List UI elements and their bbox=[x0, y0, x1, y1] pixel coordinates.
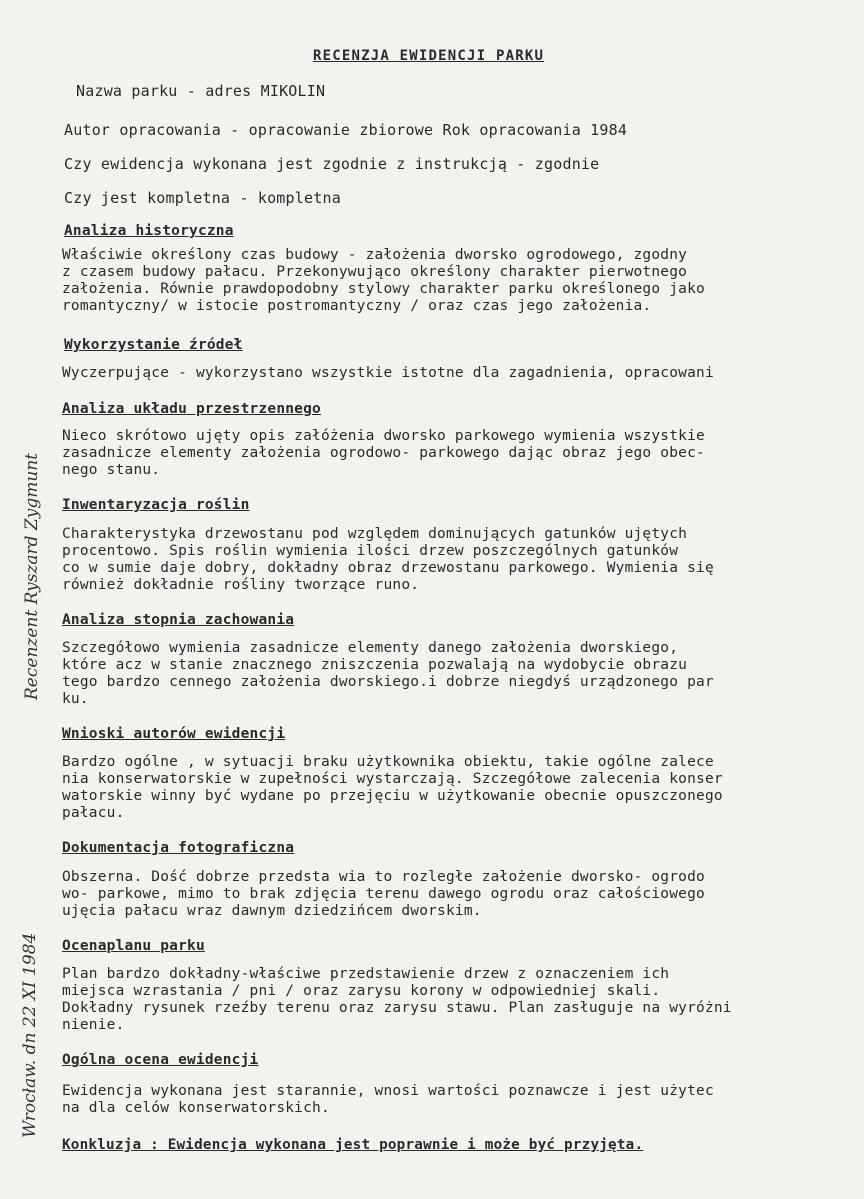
section-heading: Inwentaryzacja roślin bbox=[62, 497, 250, 513]
section-line: Nieco skrótowo ujęty opis załóżenia dworsko parkowego wymienia wszystkie bbox=[62, 428, 705, 444]
section-line: romantyczny/ w istocie postromantyczny / oraz czas jego założenia. bbox=[62, 298, 652, 314]
conclusion: Konkluzja : Ewidencja wykonana jest poprawnie i może być przyjęta. bbox=[62, 1137, 644, 1153]
section-line: również dokładnie rośliny tworzące runo. bbox=[62, 577, 420, 593]
section-line: ku. bbox=[62, 691, 89, 707]
section-line: nienie. bbox=[62, 1017, 125, 1033]
park-name-line: Nazwa parku - adres MIKOLIN bbox=[76, 82, 326, 100]
section-line: nego stanu. bbox=[62, 462, 161, 478]
reviewer-signature: Recenzent Ryszard Zygmunt bbox=[22, 452, 42, 700]
section-line: nia konserwatorskie w zupełności wystarczają. Szczegółowe zalecenia konser bbox=[62, 771, 723, 787]
section-line: Szczegółowo wymienia zasadnicze elementy danego założenia dworskiego, bbox=[62, 640, 679, 656]
section-heading: Dokumentacja fotograficzna bbox=[62, 840, 295, 856]
section-line: procentowo. Spis roślin wymienia ilości drzew poszczególnych gatunków bbox=[62, 543, 679, 559]
section-line: Plan bardzo dokładny-właściwe przedstawienie drzew z oznaczeniem ich bbox=[62, 966, 670, 982]
section-line: wo- parkowe, mimo to brak zdjęcia terenu dawego ogrodu oraz całościowego bbox=[62, 886, 705, 902]
section-heading: Ogólna ocena ewidencji bbox=[62, 1052, 259, 1068]
completeness-line: Czy jest kompletna - kompletna bbox=[64, 189, 341, 207]
section-line: ujęcia pałacu wraz dawnym dziedzińcem dworskim. bbox=[62, 903, 482, 919]
author-line: Autor opracowania - opracowanie zbiorowe Rok opracowania 1984 bbox=[64, 121, 628, 139]
section-line: pałacu. bbox=[62, 805, 125, 821]
document-title: RECENZJA EWIDENCJI PARKU bbox=[313, 48, 545, 64]
compliance-line: Czy ewidencja wykonana jest zgodnie z instrukcją - zgodnie bbox=[64, 155, 600, 173]
section-heading: Analiza stopnia zachowania bbox=[62, 612, 295, 628]
section-line: miejsca wzrastania / pni / oraz zarysu korony w odpowiedniej skali. bbox=[62, 983, 661, 999]
section-line: zasadnicze elementy założenia ogrodowo- parkowego dając obraz jego obec- bbox=[62, 445, 705, 461]
section-line: Wyczerpujące - wykorzystano wszystkie istotne dla zagadnienia, opracowani bbox=[62, 365, 714, 381]
section-line: Właściwie określony czas budowy - założenia dworsko ogrodowego, zgodny bbox=[62, 247, 688, 263]
section-line: na dla celów konserwatorskich. bbox=[62, 1100, 330, 1116]
section-heading: Analiza historyczna bbox=[64, 223, 234, 239]
section-heading: Wnioski autorów ewidencji bbox=[62, 726, 286, 742]
section-line: Charakterystyka drzewostanu pod względem dominujących gatunków ujętych bbox=[62, 526, 688, 542]
section-line: watorskie winny być wydane po przejęciu w użytkowanie obecnie opuszczonego bbox=[62, 788, 723, 804]
place-date-note: Wrocław. dn 22 XI 1984 bbox=[20, 932, 40, 1138]
section-line: założenia. Równie prawdopodobny stylowy charakter parku określonego jako bbox=[62, 281, 705, 297]
section-line: które acz w stanie znacznego zniszczenia pozwalają na wydobycie obrazu bbox=[62, 657, 688, 673]
section-heading: Ocenaplanu parku bbox=[62, 938, 205, 954]
section-line: Obszerna. Dość dobrze przedsta wia to rozległe założenie dworsko- ogrodo bbox=[62, 869, 705, 885]
section-line: Ewidencja wykonana jest starannie, wnosi wartości poznawcze i jest użytec bbox=[62, 1083, 714, 1099]
section-line: co w sumie daje dobry, dokładny obraz drzewostanu parkowego. Wymienia się bbox=[62, 560, 714, 576]
section-line: z czasem budowy pałacu. Przekonywująco określony charakter pierwotnego bbox=[62, 264, 688, 280]
section-line: Dokładny rysunek rzeźby terenu oraz zarysu stawu. Plan zasługuje na wyróżni bbox=[62, 1000, 732, 1016]
section-line: tego bardzo cennego założenia dworskiego.i dobrze niegdyś urządzonego par bbox=[62, 674, 714, 690]
section-heading: Wykorzystanie źródeł bbox=[64, 337, 243, 353]
section-line: Bardzo ogólne , w sytuacji braku użytkownika obiektu, takie ogólne zalece bbox=[62, 754, 714, 770]
section-heading: Analiza układu przestrzennego bbox=[62, 401, 321, 417]
